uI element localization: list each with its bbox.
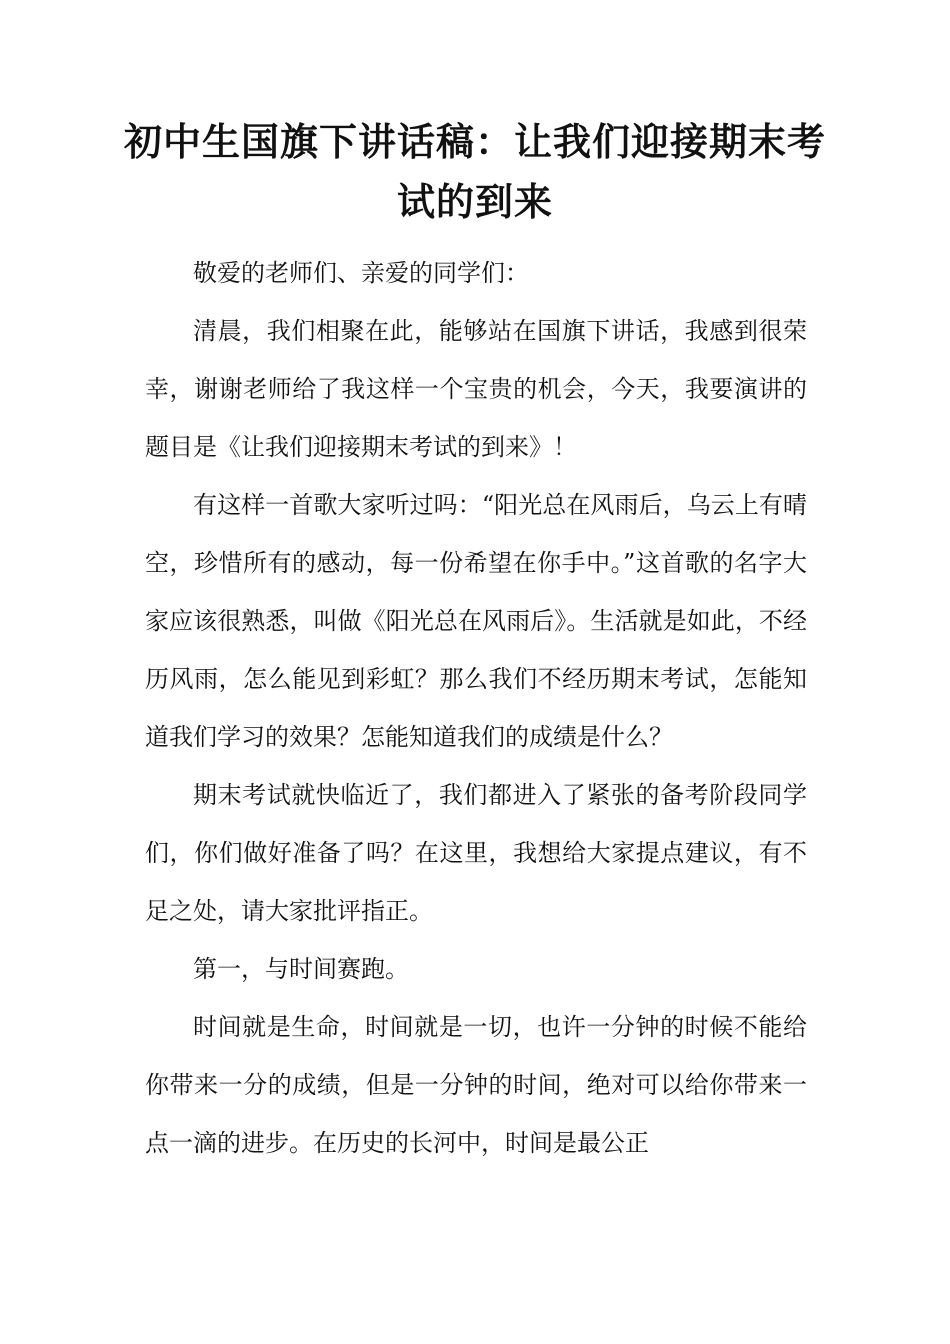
salutation-paragraph: 敬爱的老师们、亲爱的同学们： bbox=[193, 259, 529, 287]
page-title: 初中生国旗下讲话稿：让我们迎接期末考试的到来 bbox=[123, 119, 826, 224]
section-heading-paragraph: 第一，与时间赛跑。 bbox=[193, 955, 409, 983]
body-paragraph: 清晨，我们相聚在此，能够站在国旗下讲话，我感到很荣幸，谢谢老师给了我这样一个宝贵的机会，今天，我要演讲的题目是《让我们迎接期末考试的到来》！ bbox=[145, 317, 807, 461]
body-paragraph: 时间就是生命，时间就是一切，也许一分钟的时候不能给你带来一分的成绩，但是一分钟的时间，绝对可以给你带来一点一滴的进步。在历史的长河中，时间是最公正 bbox=[145, 1013, 807, 1157]
document-body bbox=[145, 244, 807, 1172]
body-paragraph: 有这样一首歌大家听过吗：“阳光总在风雨后，乌云上有晴空，珍惜所有的感动，每一份希望在你手中。”这首歌的名字大家应该很熟悉，叫做《阳光总在风雨后》。生活就是如此，不经历风雨，怎么能见到彩虹？那么我们不经历期末考试，怎能知道我们学习的效果？怎能知道我们的成绩是什么？ bbox=[145, 491, 807, 751]
body-paragraph: 期末考试就快临近了，我们都进入了紧张的备考阶段同学们，你们做好准备了吗？在这里，我想给大家提点建议，有不足之处，请大家批评指正。 bbox=[145, 781, 807, 925]
